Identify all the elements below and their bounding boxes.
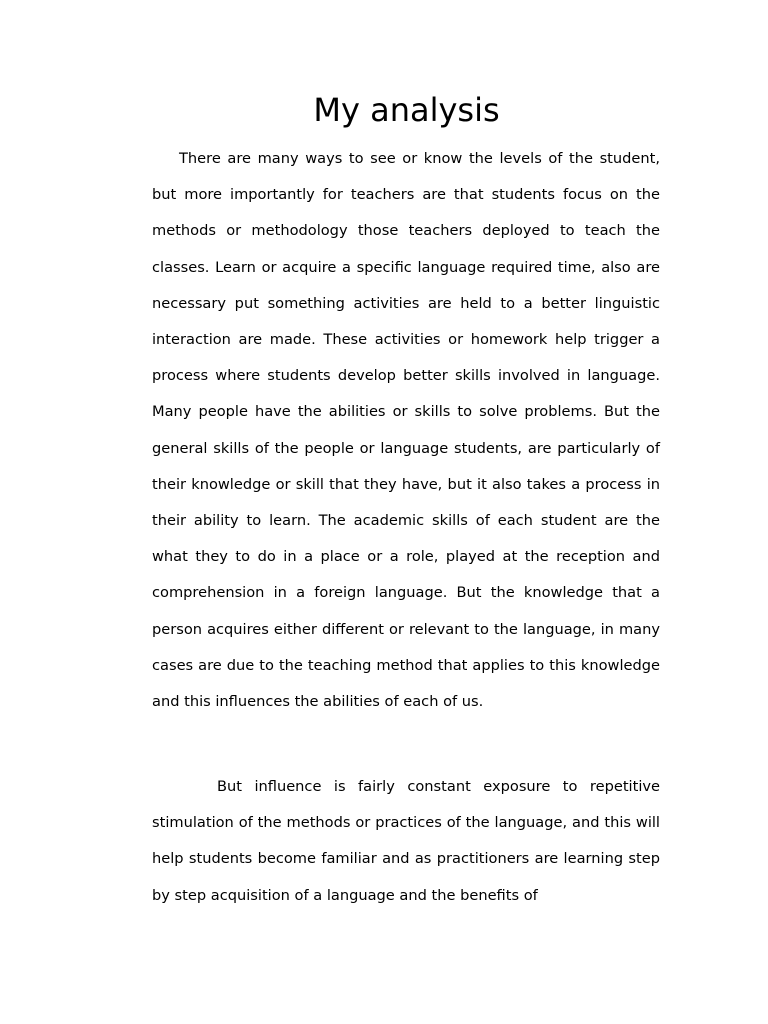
page-title: My analysis [313, 91, 500, 129]
paragraph-1: There are many ways to see or know the levels of the student, but more importantly for teachers are that students focus on the methods or methodology those teachers deployed to teach the classes. Learn or acquire a specific language required time, also are necessary put something activities are held to a better linguistic interaction are made. These activities or homework help trigger a process where students develop better skills involved in language. Many people have the abilities or skills to solve problems. But the general skills of the people or language students, are particularly of their knowledge or skill that they have, but it also takes a process in their ability to learn. The academic skills of each student are the what they to do in a place or a role, played at the reception and comprehension in a foreign language. But the knowledge that a person acquires either different or relevant to the language, in many cases are due to the teaching method that applies to this knowledge and this influences the abilities of each of us. [152, 150, 660, 711]
paragraph-2: But influence is fairly constant exposure to repetitive stimulation of the methods or practices of the language, and this will help students become familiar and as practitioners are learning step by step acquisition of a language and the benefits of [152, 778, 660, 904]
